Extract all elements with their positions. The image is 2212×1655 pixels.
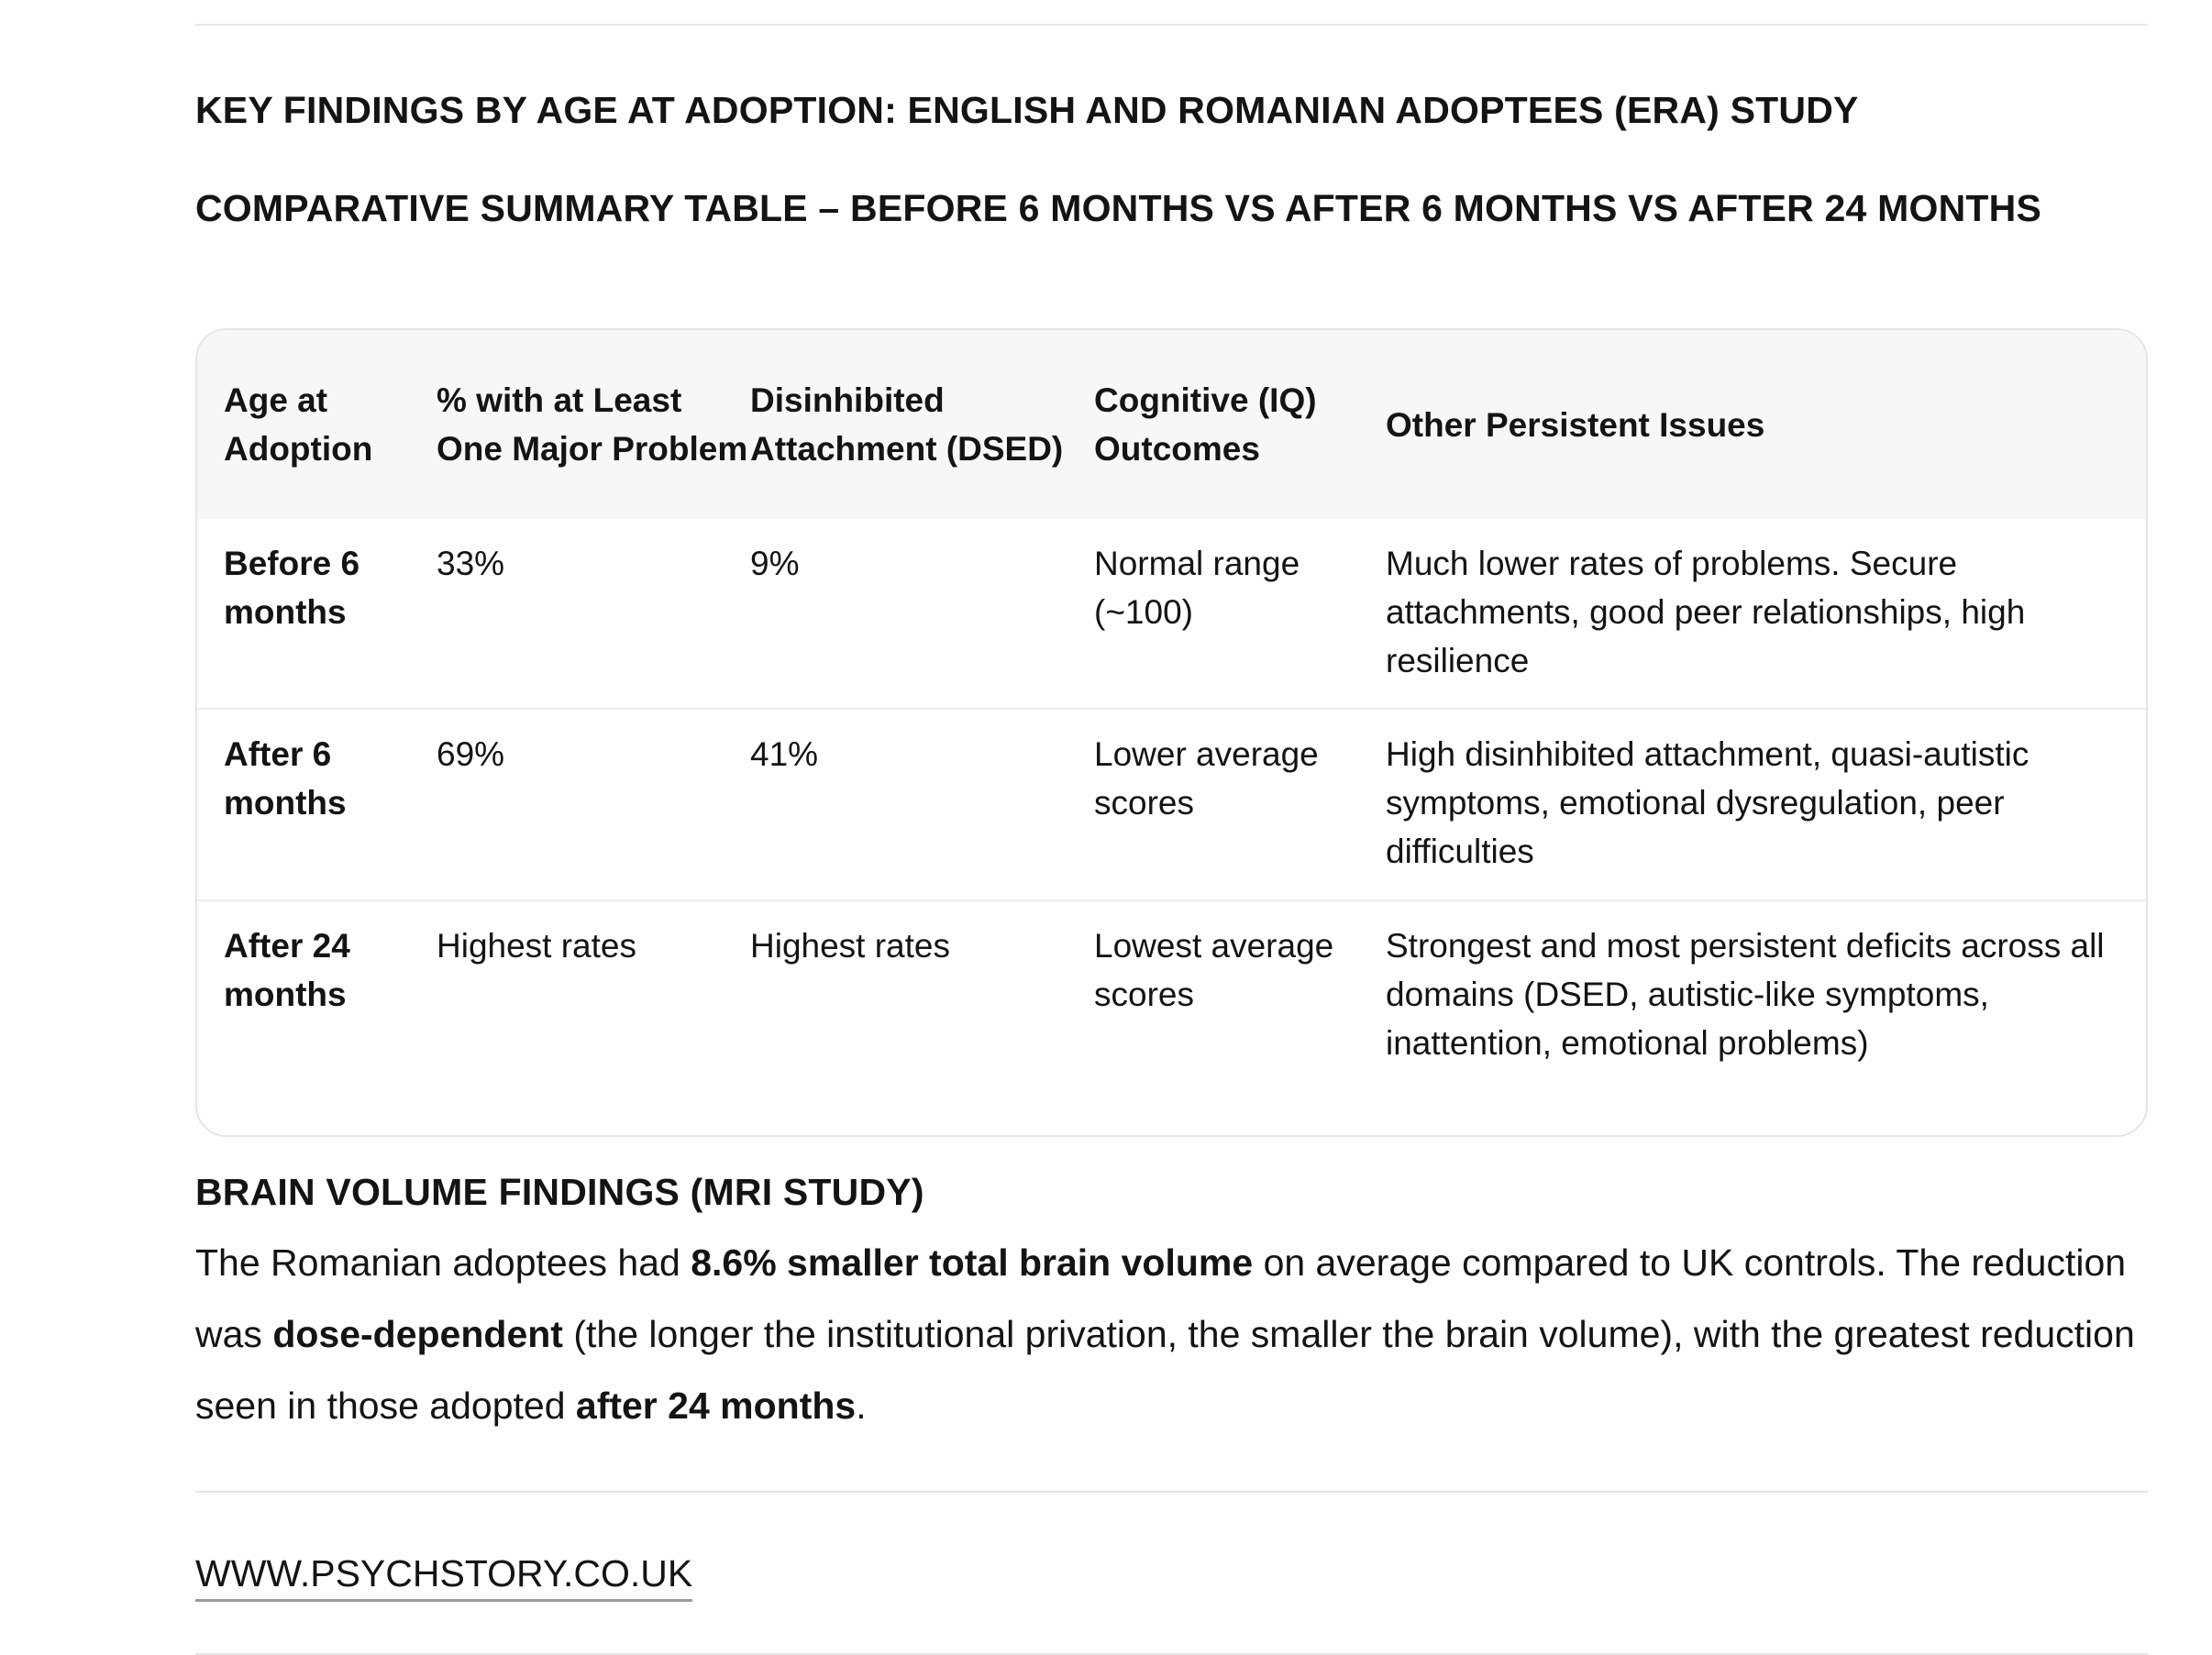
- table-row: [197, 709, 2146, 900]
- cell-cognitive: Lowest average scores: [1094, 927, 1334, 1013]
- emphasis-dose-dependent: dose-dependent: [272, 1313, 563, 1355]
- cell-dsed: 41%: [750, 709, 1094, 900]
- comparative-table-card: [195, 328, 2148, 1137]
- website-link[interactable]: WWW.PSYCHSTORY.CO.UK: [195, 1548, 692, 1602]
- brain-volume-paragraph: [195, 1227, 2153, 1441]
- cell-other-issues: Much lower rates of problems. Secure attachments, good peer relationships, high resilience: [1386, 519, 2146, 709]
- paragraph-text: The Romanian adoptees had: [195, 1241, 691, 1284]
- comparative-summary-table: [197, 330, 2146, 1137]
- paragraph-text: .: [856, 1385, 867, 1427]
- paragraph-text: (the longer the institutional privation, the smaller the brain volume), with the greatest reduction seen in those adopted: [195, 1313, 2135, 1427]
- page-title: KEY FINDINGS BY AGE AT ADOPTION: ENGLISH AND ROMANIAN ADOPTEES (ERA) STUDY: [195, 89, 1859, 131]
- table-header-row: [197, 330, 2146, 519]
- cell-age: After 24 months: [224, 927, 350, 1013]
- table-row: [197, 519, 2146, 709]
- emphasis-after-24-months: after 24 months: [575, 1385, 857, 1427]
- brain-volume-heading: BRAIN VOLUME FINDINGS (MRI STUDY): [195, 1171, 924, 1213]
- column-header-other-issues: Other Persistent Issues: [1386, 405, 1765, 444]
- cell-cognitive: Normal range (~100): [1094, 519, 1386, 709]
- cell-cognitive: Lower average scores: [1094, 709, 1386, 900]
- page-content: [195, 0, 2148, 1654]
- column-header-cognitive: Cognitive (IQ) Outcomes: [1094, 381, 1317, 468]
- table-row: [197, 900, 2146, 1137]
- cell-major-problem: Highest rates: [437, 927, 636, 965]
- cell-age: Before 6 months: [197, 519, 437, 709]
- cell-dsed: Highest rates: [750, 927, 950, 965]
- cell-other-issues: Strongest and most persistent deficits across all domains (DSED, autistic-like symptoms, inattention, emotional problems): [1386, 927, 2105, 1062]
- cell-age: After 6 months: [197, 709, 437, 900]
- cell-major-problem: 33%: [437, 519, 750, 709]
- column-header-age: Age at Adoption: [224, 381, 373, 468]
- top-divider: [195, 24, 2148, 26]
- cell-other-issues: High disinhibited attachment, quasi-autistic symptoms, emotional dysregulation, peer difficulties: [1386, 709, 2146, 900]
- emphasis-brain-volume: 8.6% smaller total brain volume: [691, 1241, 1254, 1284]
- footer-divider: [195, 1491, 2148, 1493]
- cell-major-problem: 69%: [437, 709, 750, 900]
- paragraph-text: on average compared to UK controls. The reduction was: [195, 1241, 2127, 1355]
- column-header-dsed: Disinhibited Attachment (DSED): [750, 381, 1064, 468]
- cell-dsed: 9%: [750, 519, 1094, 709]
- column-header-major-problem: % with at Least One Major Problem: [437, 381, 748, 468]
- table-subtitle: COMPARATIVE SUMMARY TABLE – BEFORE 6 MONTHS VS AFTER 6 MONTHS VS AFTER 24 MONTHS: [195, 187, 2041, 229]
